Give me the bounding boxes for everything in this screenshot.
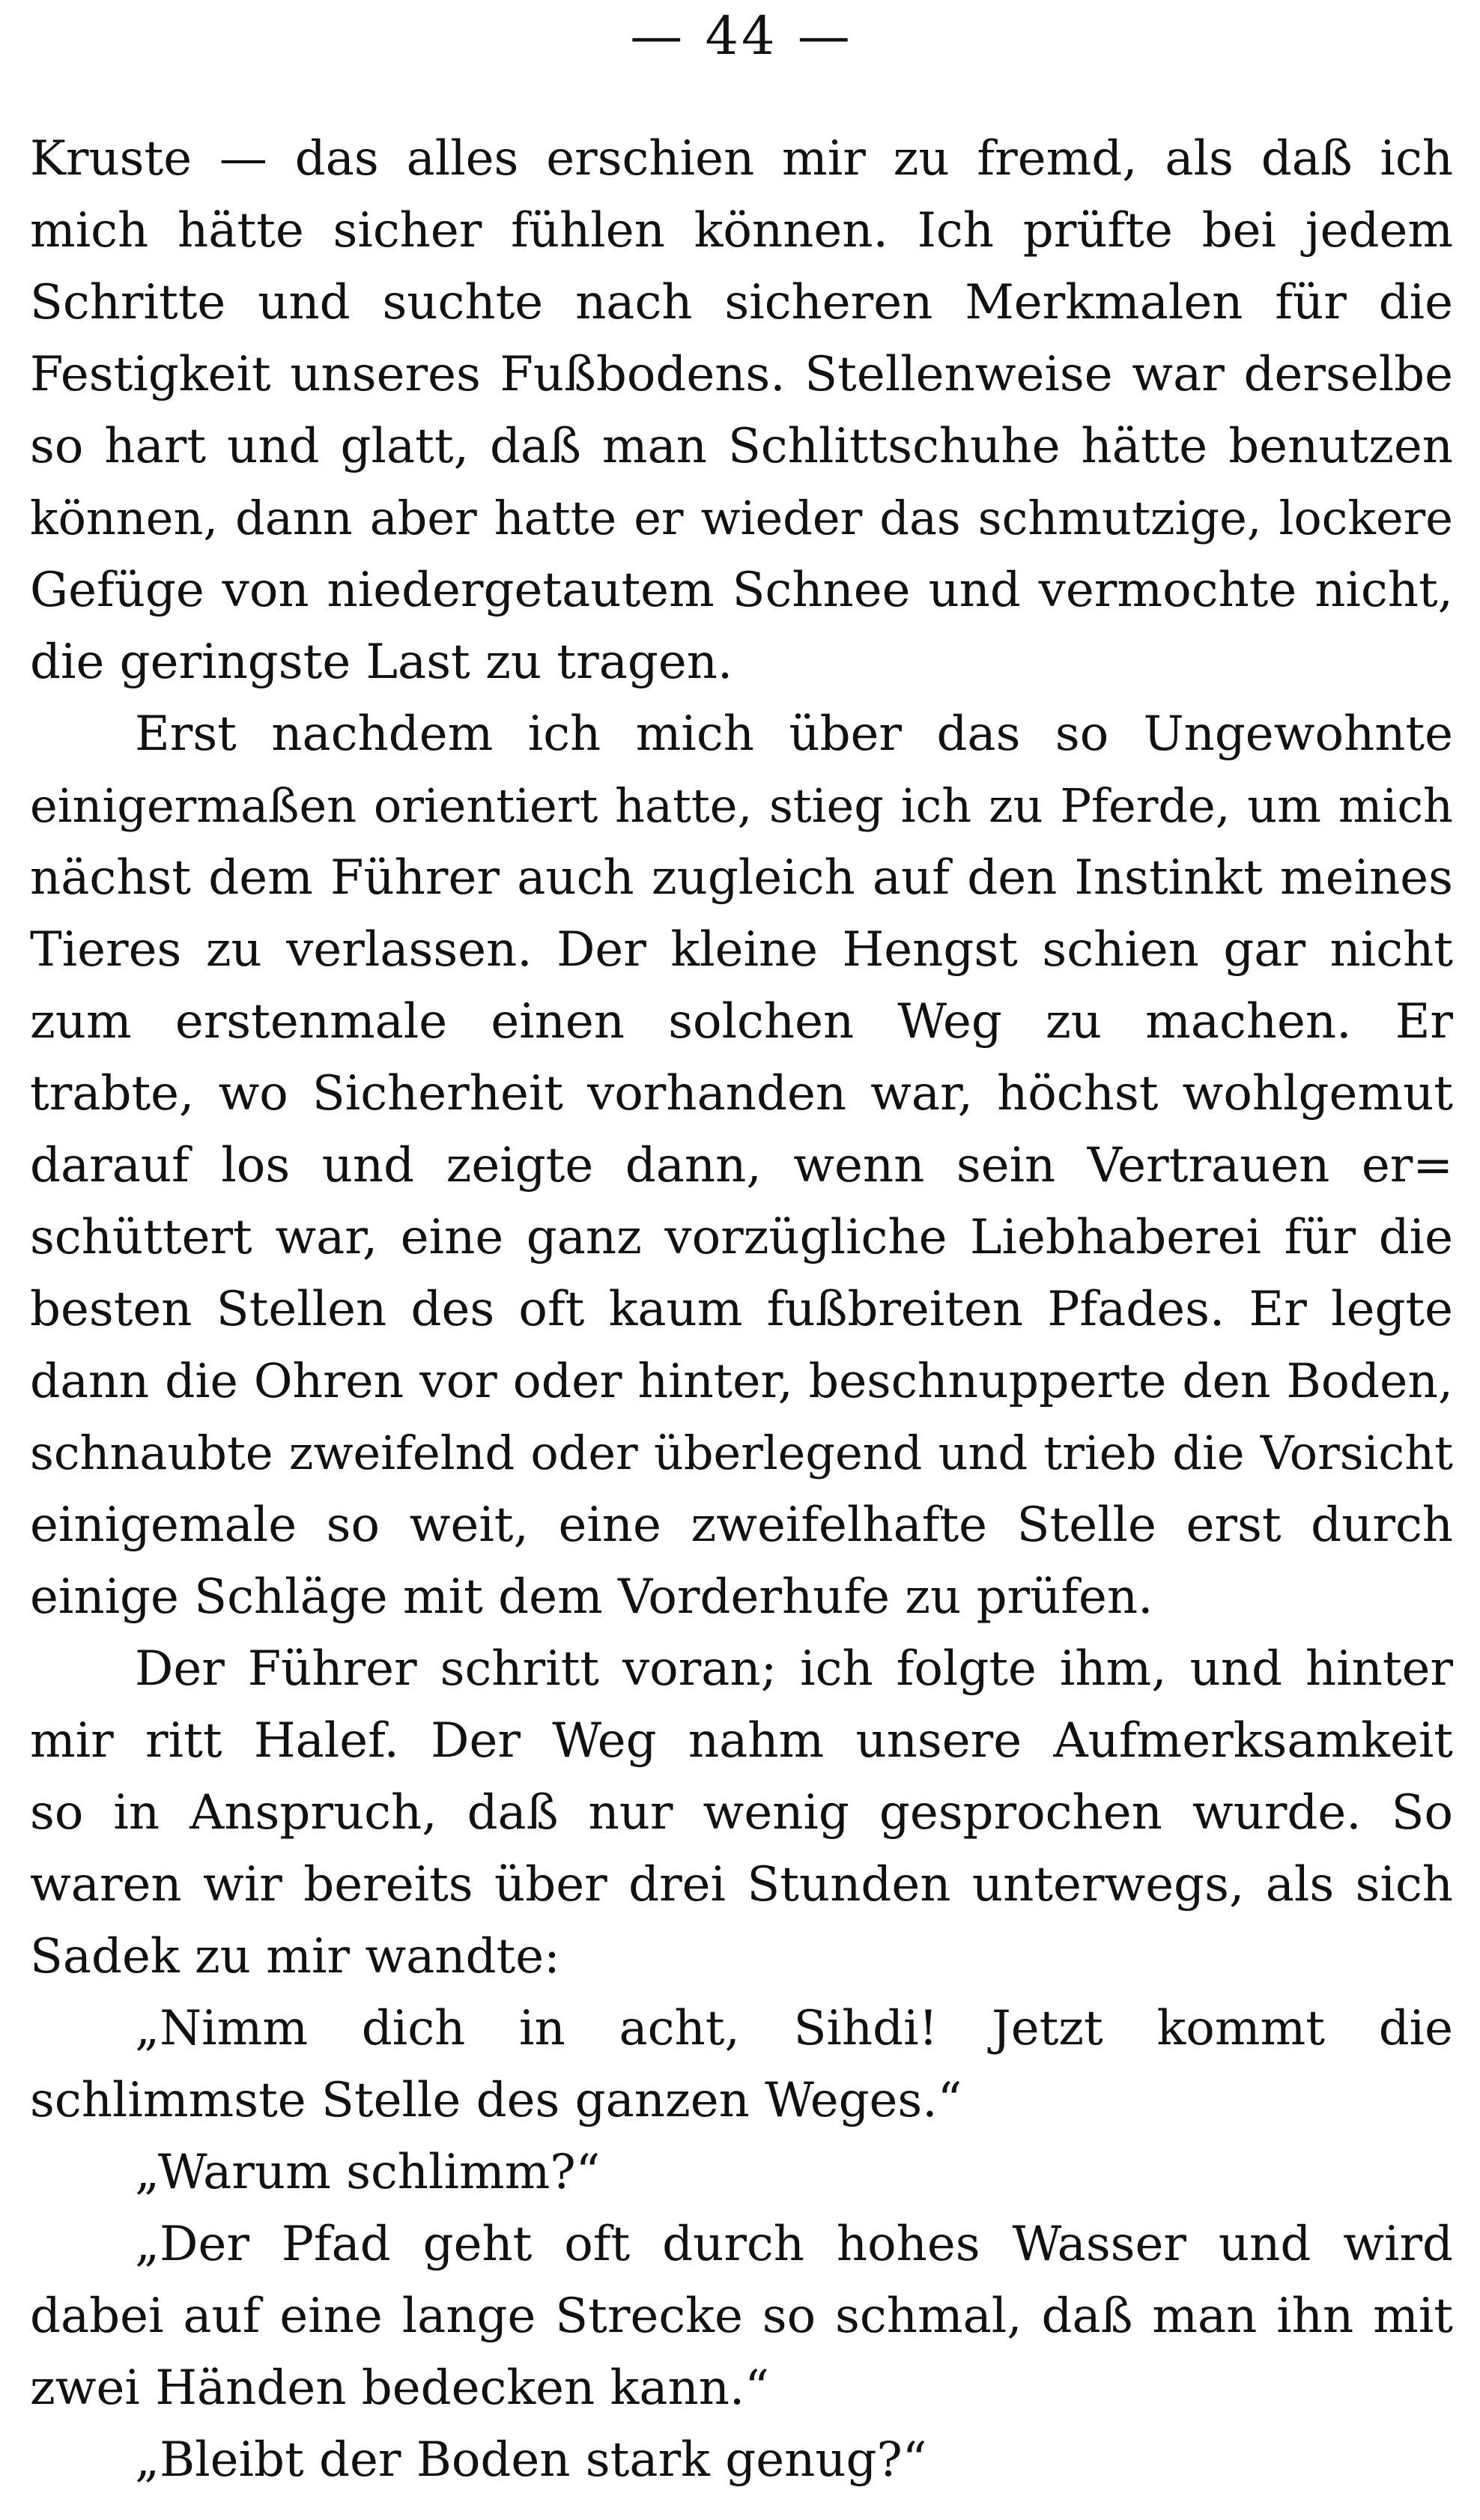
text-line: einigemale so weit, eine zweifelhafte Stelle erst durch bbox=[30, 1497, 1453, 1553]
text-line: schlimmste Stelle des ganzen Weges.“ bbox=[30, 2073, 962, 2128]
text-line: einige Schläge mit dem Vorderhufe zu prüfen. bbox=[30, 1569, 1153, 1625]
text-line: Tieres zu verlassen. Der kleine Hengst schien gar nicht bbox=[30, 922, 1453, 978]
page-number-header: — 44 — bbox=[630, 5, 853, 67]
text-line: Sadek zu mir wandte: bbox=[30, 1929, 560, 1984]
text-line: Kruste — das alles erschien mir zu fremd, als daß ich bbox=[30, 131, 1453, 187]
text-line: „Warum schlimm?“ bbox=[135, 2145, 601, 2200]
book-page bbox=[30, 0, 1453, 2520]
text-line: „Bleibt der Boden stark genug?“ bbox=[135, 2432, 927, 2488]
text-line: nächst dem Führer auch zugleich auf den Instinkt meines bbox=[30, 850, 1453, 906]
text-line: „Der Pfad geht oft durch hohes Wasser und wird bbox=[135, 2217, 1453, 2272]
text-line: Festigkeit unseres Fußbodens. Stellenweise war derselbe bbox=[30, 347, 1453, 402]
text-line: so in Anspruch, daß nur wenig gesprochen wurde. So bbox=[30, 1785, 1453, 1841]
text-line: waren wir bereits über drei Stunden unterwegs, als sich bbox=[30, 1857, 1453, 1912]
text-line: darauf los und zeigte dann, wenn sein Vertrauen er= bbox=[30, 1138, 1453, 1193]
text-line: mir ritt Halef. Der Weg nahm unsere Aufmerksamkeit bbox=[30, 1713, 1453, 1769]
text-line: zwei Händen bedecken kann.“ bbox=[30, 2360, 769, 2416]
text-line: schnaubte zweifelnd oder überlegend und trieb die Vorsicht bbox=[30, 1426, 1453, 1480]
text-line: Schritte und suchte nach sicheren Merkmalen für die bbox=[30, 275, 1453, 330]
text-line: dabei auf eine lange Strecke so schmal, daß man ihn mit bbox=[30, 2289, 1453, 2344]
text-line: Erst nachdem ich mich über das so Ungewohnte bbox=[135, 706, 1453, 762]
text-line: die geringste Last zu tragen. bbox=[30, 634, 733, 690]
text-line: Gefüge von niedergetautem Schnee und vermochte nicht, bbox=[30, 563, 1453, 618]
text-line: können, dann aber hatte er wieder das schmutzige, lockere bbox=[30, 491, 1453, 545]
text-line: schüttert war, eine ganz vorzügliche Liebhaberei für die bbox=[30, 1210, 1453, 1265]
text-line: „Nimm dich in acht, Sihdi! Jetzt kommt die bbox=[135, 2001, 1453, 2056]
text-line: zum erstenmale einen solchen Weg zu machen. Er bbox=[30, 994, 1453, 1050]
text-line: besten Stellen des oft kaum fußbreiten Pfades. Er legte bbox=[30, 1282, 1453, 1337]
text-line: Der Führer schritt voran; ich folgte ihm, und hinter bbox=[135, 1641, 1453, 1697]
text-line: dann die Ohren vor oder hinter, beschnupperte den Boden, bbox=[30, 1354, 1453, 1408]
body-text bbox=[30, 123, 1453, 2496]
text-line: so hart und glatt, daß man Schlittschuhe hätte benutzen bbox=[30, 419, 1453, 474]
text-line: trabte, wo Sicherheit vorhanden war, höchst wohlgemut bbox=[30, 1066, 1453, 1121]
text-line: mich hätte sicher fühlen können. Ich prüfte bei jedem bbox=[30, 203, 1453, 258]
text-line: einigermaßen orientiert hatte, stieg ich zu Pferde, um mich bbox=[30, 778, 1453, 833]
